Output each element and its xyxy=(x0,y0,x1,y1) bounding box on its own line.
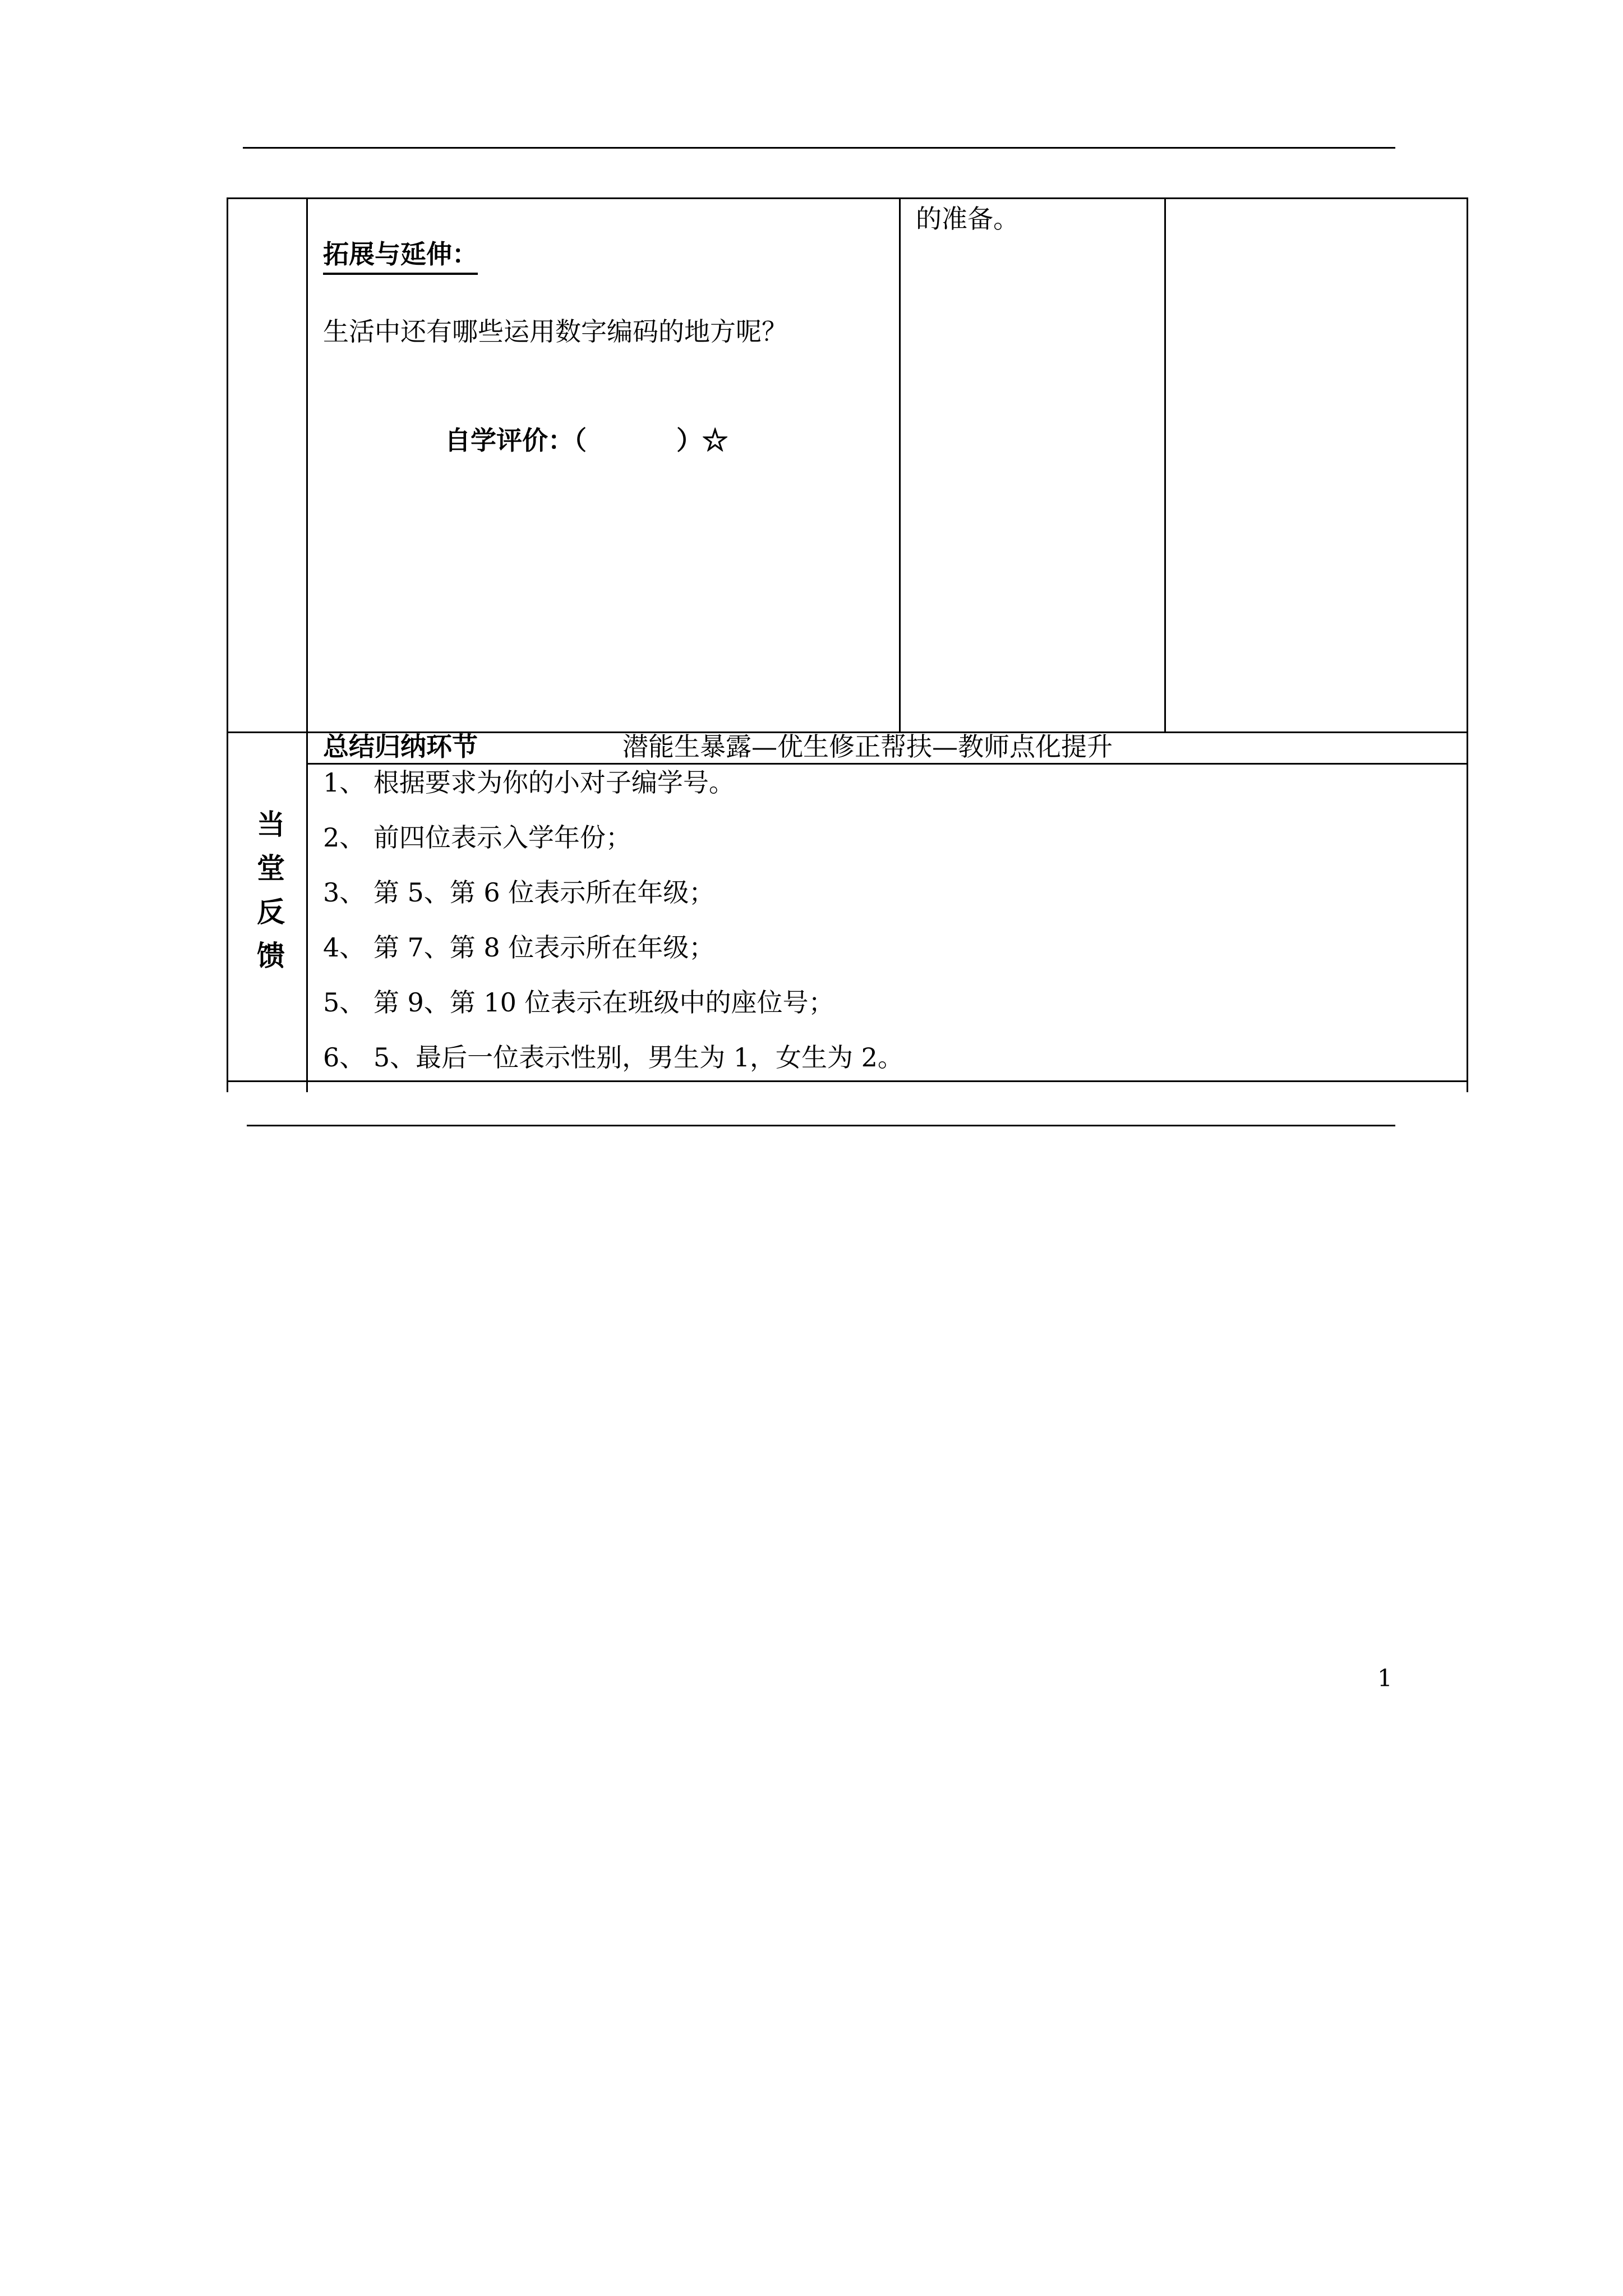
side-char: 当 xyxy=(257,808,285,841)
footer-rule xyxy=(247,1125,1395,1126)
feedback-item: 2、 前四位表示入学年份； xyxy=(323,822,631,853)
extension-heading-text: 拓展与延伸： xyxy=(323,239,478,275)
column-divider-2 xyxy=(899,197,901,732)
feedback-item: 5、 第 9、第 10 位表示在班级中的座位号； xyxy=(323,987,834,1018)
feedback-title-divider xyxy=(306,763,1468,765)
side-char: 馈 xyxy=(257,940,285,972)
feedback-item: 3、 第 5、第 6 位表示所在年级； xyxy=(323,877,715,908)
feedback-item: 1、 根据要求为你的小对子编学号。 xyxy=(323,767,735,798)
section-title: 总结归纳环节 xyxy=(323,731,478,762)
section-flow: 潜能生暴露—优生修正帮扶—教师点化提升 xyxy=(623,731,1113,762)
label-column-divider xyxy=(306,197,308,1092)
table-border-bottom xyxy=(227,1080,1468,1082)
feedback-item: 6、 5、最后一位表示性别，男生为 1，女生为 2。 xyxy=(323,1042,903,1073)
page-number: 1 xyxy=(1377,1664,1393,1692)
table-border-top xyxy=(227,197,1468,199)
table-border-right xyxy=(1467,197,1468,1092)
table-border-left xyxy=(227,197,228,1092)
side-char: 反 xyxy=(257,896,285,928)
extension-question: 生活中还有哪些运用数字编码的地方呢？ xyxy=(323,316,787,347)
prep-note: 的准备。 xyxy=(916,204,1019,234)
column-divider-3 xyxy=(1164,197,1166,732)
header-rule xyxy=(243,147,1395,149)
side-char: 堂 xyxy=(257,852,285,885)
self-evaluation: 自学评价：（ ）☆ xyxy=(445,425,728,455)
feedback-item: 4、 第 7、第 8 位表示所在年级； xyxy=(323,932,715,963)
extension-heading xyxy=(323,241,478,267)
